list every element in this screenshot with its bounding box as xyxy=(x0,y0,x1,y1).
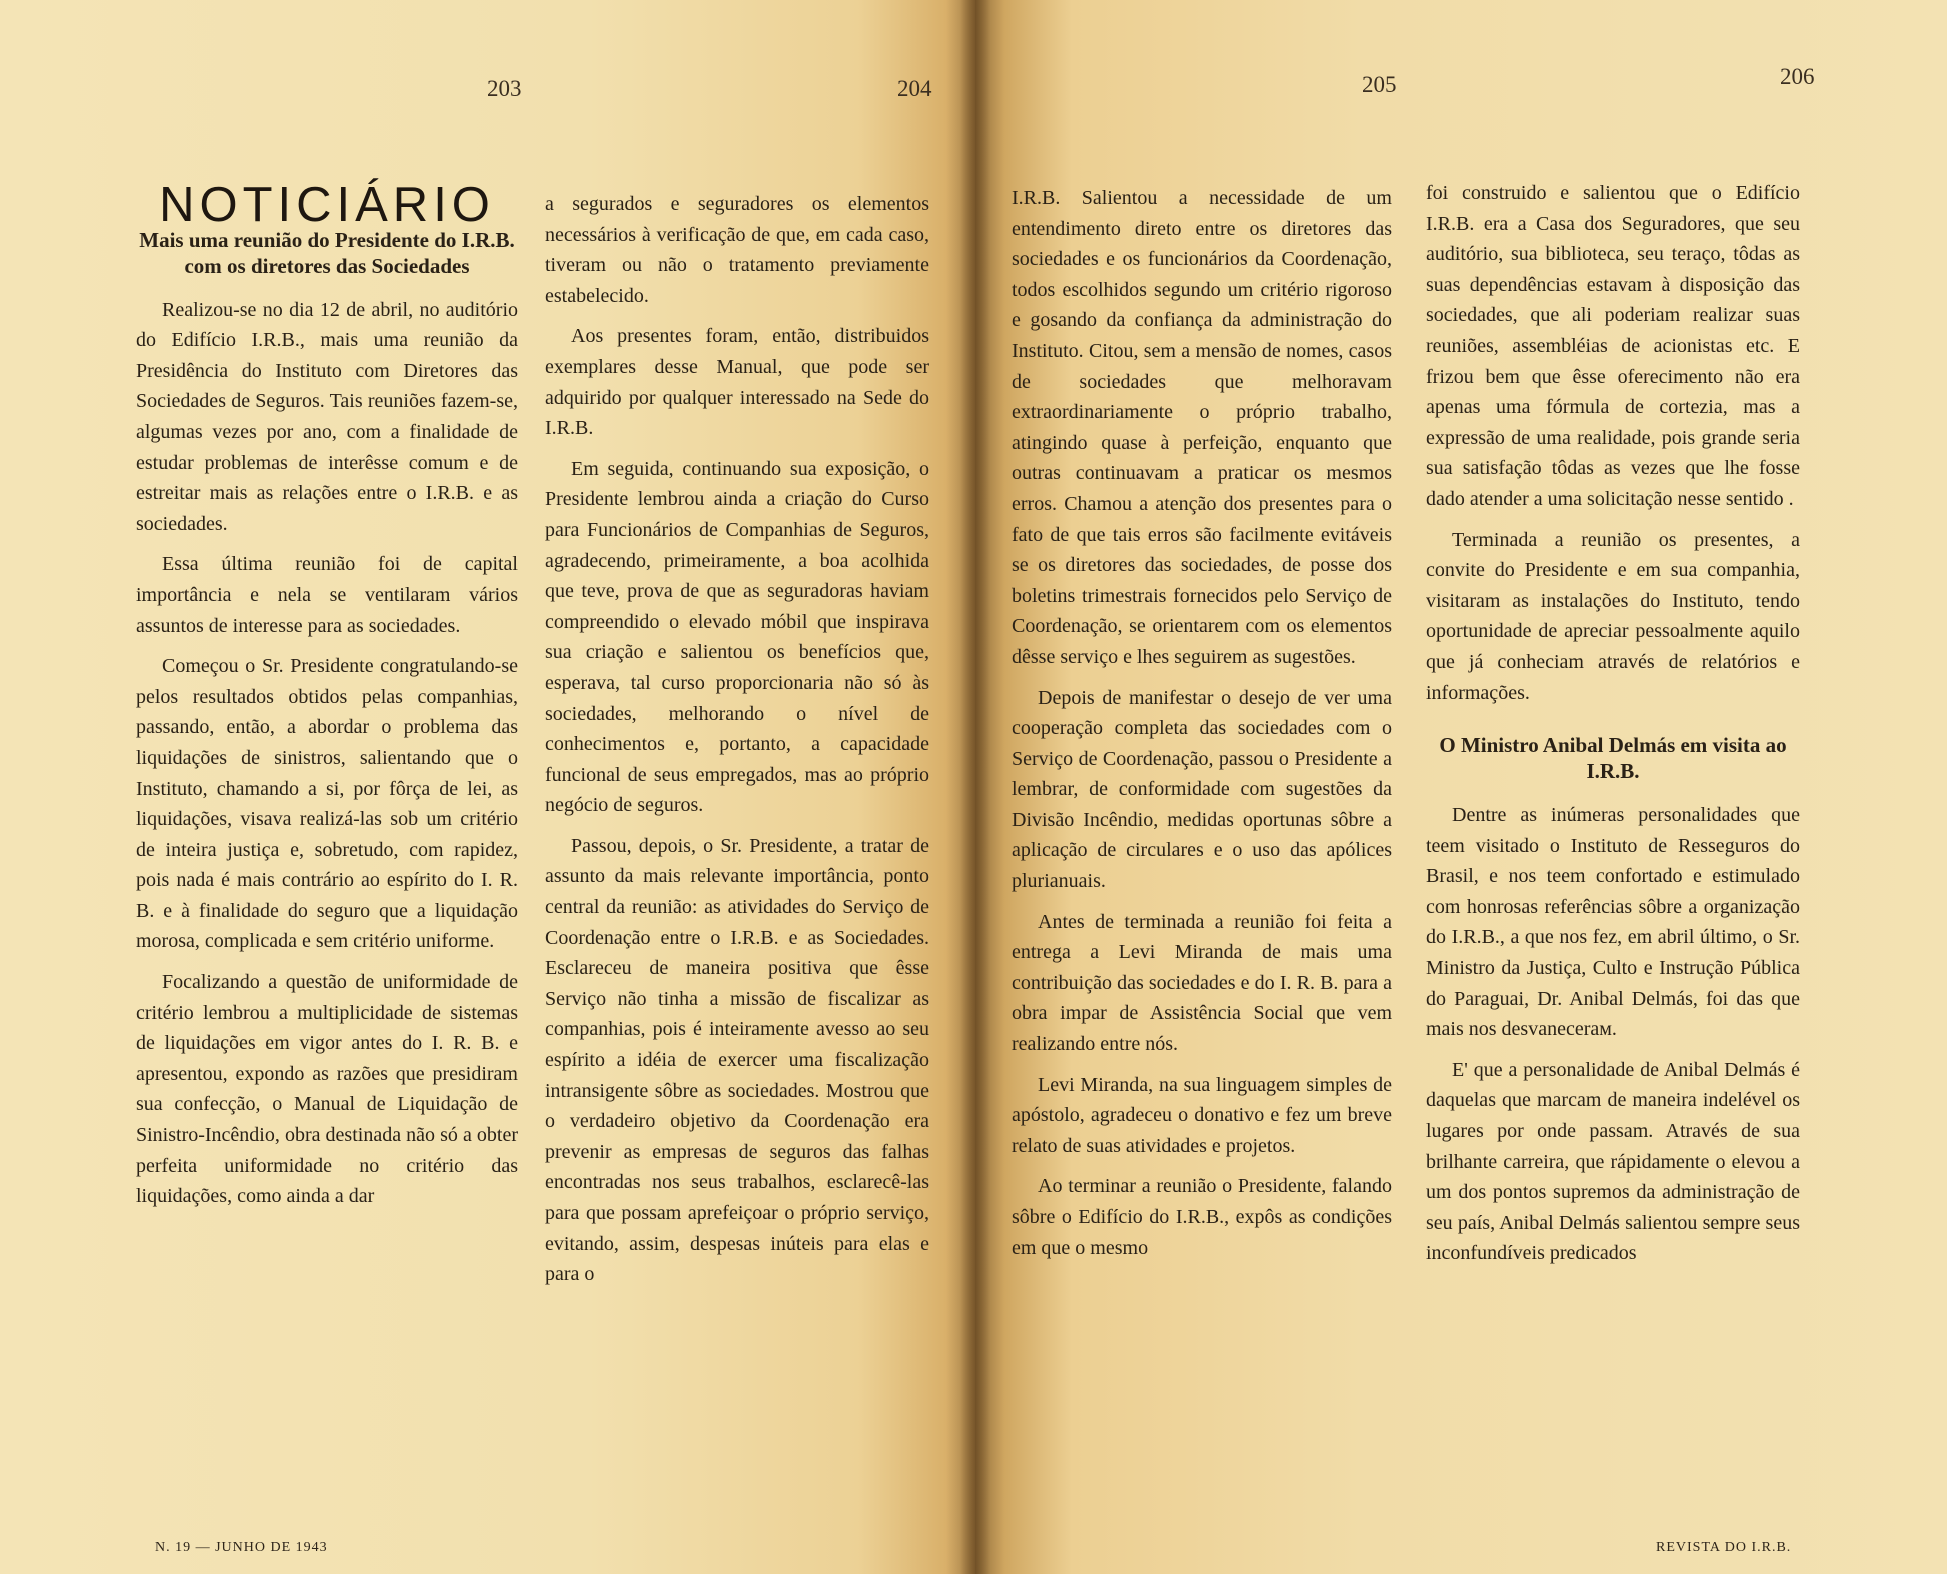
paragraph: Essa última reunião foi de capital importância e nela se ventilaram vários assuntos de interesse para as sociedades. xyxy=(136,553,518,637)
paragraph-continued: a segurados e seguradores os elementos necessários à verificação de que, em cada caso, tiveram ou não o tratamento previamente estabelecido. xyxy=(545,193,929,307)
paragraph: Em seguida, continuando sua exposição, o Presidente lembrou ainda a criação do Curso para Funcionários de Companhias de Seguros, agradecendo, primeiramente, a boa acolhida que teve, prova de que as seguradoras haviam compreendido o elevado móbil que inspirava sua criação e salientou os benefícios que, esperava, tal curso proporcionaria não só às sociedades, melhorando o nível de conhecimentos e, portanto, a capacidade funcional de seus empregados, mas ao próprio negócio de seguros. xyxy=(545,457,929,817)
paragraph: Passou, depois, o Sr. Presidente, a tratar de assunto da mais relevante importância, ponto central da reunião: as atividades do Serviço de Coordenação entre o I.R.B. e as Sociedades. Esclareceu de maneira positiva que êsse Serviço não tinha a missão de fiscalizar as companhias, pois é inteiramente avesso ao seu espírito a idéia de exercer uma fiscalização intransigente sôbre as sociedades. Mostrou que o verdadeiro objetivo da Coordenação era prevenir as empresas de seguros das falhas encontradas nos seus trabalhos, esclarecê-las para que possam aprefeiçoar o próprio serviço, evitando, assim, despesas inúteis para elas e para o xyxy=(545,834,929,1286)
paragraph-continued: foi construido e salientou que o Edifício I.R.B. era a Casa dos Seguradores, que seu auditório, sua biblioteca, seu teraço, tôdas as suas dependências estavam à disposição das sociedades, que ali poderiam realizar suas reuniões, assembléias de acionistas etc. E frizou bem que êsse oferecimento não era apenas uma fórmula de cortezia, mas a expressão de uma realidade, pois grande seria sua satisfação tôdas as vezes que lhe fosse dado atender a uma solicitação nesse sentido . xyxy=(1426,182,1800,510)
page-gutter xyxy=(960,0,990,1574)
page-number-206: 206 xyxy=(1780,64,1815,89)
paragraph: Terminada a reunião os presentes, a convite do Presidente e em sua companhia, visitaram as instalações do Instituto, tendo oportunidade de apreciar pessoalmente aquilo que já conheciam através de relatórios e informações. xyxy=(1426,528,1800,704)
section-title: NOTICIÁRIO xyxy=(159,178,495,232)
paragraph: Depois de manifestar o desejo de ver uma cooperação completa das sociedades com o Serviço de Coordenação, passou o Presidente a lembrar, de conformidade com sugestões da Divisão Incêndio, medidas oportunas sôbre a aplicação de circulares e o uso das apólices plurianuais. xyxy=(1012,686,1392,893)
article-headline: Mais uma reunião do Presidente do I.R.B. com os diretores das Sociedades xyxy=(139,227,515,278)
paragraph: Levi Miranda, na sua linguagem simples de apóstolo, agradeceu o donativo e fez um breve relato de suas atividades e projetos. xyxy=(1012,1073,1392,1157)
column-206 xyxy=(1426,178,1800,1279)
paragraph: E' que a personalidade de Anibal Delmás é daquelas que marcam de maneira indelével os lugares por onde passam. Através de sua brilhante carreira, que rápidamente o elevou a um dos pontos supremos da administração de seu país, Anibal Delmás salientou sempre seus inconfundíveis predicados xyxy=(1426,1058,1800,1265)
paragraph: Ao terminar a reunião o Presidente, falando sôbre o Edifício do I.R.B., expôs as condições em que o mesmo xyxy=(1012,1175,1392,1259)
paragraph-continued: I.R.B. Salientou a necessidade de um entendimento direto entre os diretores das sociedades e os funcionários da Coordenação, todos escolhidos segundo um critério rigoroso e gosando da confiança da administração do Instituto. Citou, sem a mensão de nomes, casos de sociedades que melhoravam extraordinariamente o próprio trabalho, atingindo quase à perfeição, enquanto que outras continuavam a praticar os mesmos erros. Chamou a atenção dos presentes para o fato de que tais erros são facilmente evitáveis se os diretores das sociedades, de posse dos boletins trimestrais fornecidos pelo Serviço de Coordenação, se orientarem com os elementos dêsse serviço e lhes seguirem as sugestões. xyxy=(1012,187,1392,668)
page-number-205: 205 xyxy=(1362,72,1397,97)
page-number-204: 204 xyxy=(897,76,932,101)
column-204 xyxy=(545,189,929,1300)
paragraph: Focalizando a questão de uniformidade de critério lembrou a multiplicidade de sistemas de liquidações em vigor antes do I. R. B. e apresentou, expondo as razões que presidiram sua confecção, o Manual de Liquidação de Sinistro-Incêndio, obra destinada não só a obter perfeita uniformidade no critério das liquidações, como ainda a dar xyxy=(136,971,518,1208)
paragraph: Aos presentes foram, então, distribuidos exemplares desse Manual, que pode ser adquirido por qualquer interessado na Sede do I.R.B. xyxy=(545,325,929,440)
page-number-203: 203 xyxy=(487,76,522,101)
article-headline: O Ministro Anibal Delmás em visita ao I.R.B. xyxy=(1439,733,1787,784)
footer-issue: N. 19 — JUNHO DE 1943 xyxy=(155,1540,328,1555)
paragraph: Dentre as inúmeras personalidades que teem visitado o Instituto de Resseguros do Brasil, e nos teem confortado e estimulado com honrosas referências sôbre a organização do I.R.B., a que nos fez, em abril último, o Sr. Ministro da Justiça, Culto e Instrução Pública do Paraguai, Dr. Anibal Delmás, foi das que mais nos desvanecerам. xyxy=(1426,804,1800,1041)
footer-title: REVISTA DO I.R.B. xyxy=(1656,1540,1792,1555)
paragraph: Antes de terminada a reunião foi feita a entrega a Levi Miranda de mais uma contribuição das sociedades e do I. R. B. para a obra impar de Assistência Social que vem realizando entre nós. xyxy=(1012,910,1392,1056)
column-203 xyxy=(136,178,518,1222)
right-page xyxy=(975,0,1947,1574)
column-205 xyxy=(1012,183,1392,1273)
paragraph: Começou o Sr. Presidente congratulando-se pelos resultados obtidos pelas companhias, passando, então, a abordar o problema das liquidações de sinistros, salientando que o Instituto, chamando a si, por fôrça de lei, as liquidações, visava realizá-las sob um critério de inteira justiça e, sobretudo, com rapidez, pois nada é mais contrário ao espírito do I. R. B. e à finalidade do seguro que a liquidação morosa, complicada e sem critério uniforme. xyxy=(136,655,518,953)
paragraph: Realizou-se no dia 12 de abril, no auditório do Edifício I.R.B., mais uma reunião da Presidência do Instituto com Diretores das Sociedades de Seguros. Tais reuniões fazem-se, algumas vezes por ano, com a finalidade de estudar problemas de interêsse comum e de estreitar mais as relações entre o I.R.B. e as sociedades. xyxy=(136,298,518,535)
